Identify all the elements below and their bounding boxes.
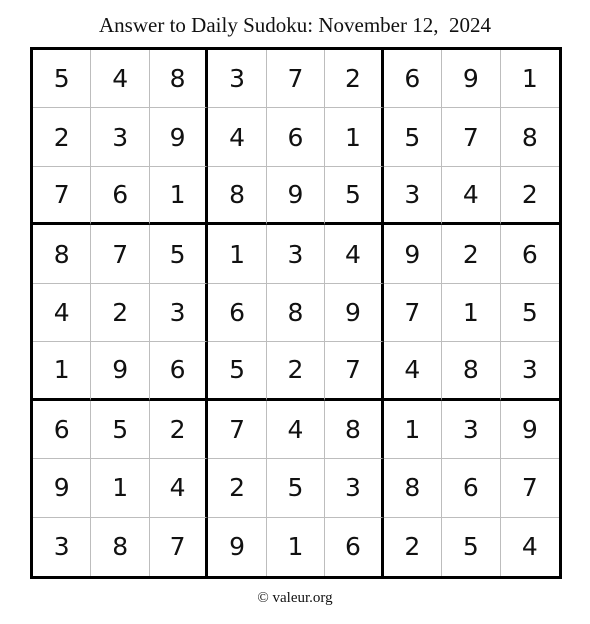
sudoku-cell-r7-c8: 3 [442, 401, 500, 459]
sudoku-cell-r8-c1: 9 [33, 459, 91, 517]
sudoku-cell-r7-c7: 1 [384, 401, 442, 459]
sudoku-cell-r7-c1: 6 [33, 401, 91, 459]
sudoku-cell-r5-c3: 3 [150, 284, 208, 342]
sudoku-cell-r8-c4: 2 [208, 459, 266, 517]
sudoku-cell-r4-c7: 9 [384, 225, 442, 283]
sudoku-cell-r2-c3: 9 [150, 108, 208, 166]
sudoku-cell-r5-c1: 4 [33, 284, 91, 342]
sudoku-cell-r6-c1: 1 [33, 342, 91, 400]
sudoku-board [30, 47, 562, 579]
sudoku-cell-r3-c5: 9 [267, 167, 325, 225]
sudoku-cell-r4-c2: 7 [91, 225, 149, 283]
sudoku-cell-r6-c8: 8 [442, 342, 500, 400]
sudoku-cell-r3-c7: 3 [384, 167, 442, 225]
sudoku-cell-r7-c4: 7 [208, 401, 266, 459]
sudoku-cell-r8-c9: 7 [501, 459, 559, 517]
sudoku-cell-r9-c3: 7 [150, 518, 208, 576]
sudoku-cell-r9-c4: 9 [208, 518, 266, 576]
sudoku-cell-r8-c8: 6 [442, 459, 500, 517]
sudoku-cell-r6-c2: 9 [91, 342, 149, 400]
page-title: Answer to Daily Sudoku: November 12, 2024 [99, 13, 491, 37]
sudoku-cell-r4-c3: 5 [150, 225, 208, 283]
sudoku-cell-r9-c9: 4 [521, 532, 538, 562]
sudoku-cell-r5-c8: 1 [442, 284, 500, 342]
sudoku-cell-r7-c5: 4 [267, 401, 325, 459]
sudoku-cell-r4-c6: 4 [325, 225, 383, 283]
copyright-footer: © valeur.org [257, 590, 333, 606]
sudoku-cell-r5-c6: 9 [325, 284, 383, 342]
sudoku-cell-r8-c5: 5 [267, 459, 325, 517]
sudoku-cell-r2-c4: 4 [208, 108, 266, 166]
sudoku-cell-r2-c2: 3 [91, 108, 149, 166]
sudoku-cell-r1-c2: 4 [91, 50, 149, 108]
sudoku-cell-r5-c7: 7 [384, 284, 442, 342]
sudoku-cell-r3-c8: 4 [442, 167, 500, 225]
sudoku-cell-r2-c8: 7 [442, 108, 500, 166]
sudoku-cell-r5-c4: 6 [208, 284, 266, 342]
sudoku-cell-r9-c1: 3 [33, 518, 91, 576]
sudoku-cell-r5-c2: 2 [91, 284, 149, 342]
sudoku-cell-r4-c8: 2 [442, 225, 500, 283]
sudoku-cell-r1-c5: 7 [267, 50, 325, 108]
sudoku-cell-r3-c4: 8 [208, 167, 266, 225]
sudoku-cell-r7-c6: 8 [325, 401, 383, 459]
sudoku-cell-r3-c6: 5 [325, 167, 383, 225]
sudoku-cell-r2-c9: 8 [501, 108, 559, 166]
sudoku-cell-r5-c9: 5 [501, 284, 559, 342]
sudoku-cell-r1-c4: 3 [208, 50, 266, 108]
sudoku-cell-r1-c3: 8 [150, 50, 208, 108]
sudoku-cell-r1-c6: 2 [325, 50, 383, 108]
sudoku-cell-r6-c3: 6 [150, 342, 208, 400]
sudoku-cell-r6-c4: 5 [208, 342, 266, 400]
sudoku-cell-r6-c7: 4 [384, 342, 442, 400]
sudoku-cell-r4-c9: 6 [501, 225, 559, 283]
sudoku-cell-r9-c6: 6 [325, 518, 383, 576]
sudoku-cell-r3-c2: 6 [91, 167, 149, 225]
sudoku-cell-r9-c7: 2 [384, 518, 442, 576]
sudoku-cell-r4-c4: 1 [208, 225, 266, 283]
sudoku-cell-r6-c5: 2 [267, 342, 325, 400]
sudoku-cell-r1-c8: 9 [442, 50, 500, 108]
sudoku-cell-r1-c9: 1 [501, 50, 559, 108]
sudoku-cell-r1-c1: 5 [33, 50, 91, 108]
sudoku-cell-r5-c5: 8 [267, 284, 325, 342]
sudoku-cell-r9-c8: 5 [442, 518, 500, 576]
sudoku-cell-r6-c6: 7 [325, 342, 383, 400]
sudoku-cell-r3-c9: 2 [501, 167, 559, 225]
sudoku-cell-r8-c2: 1 [91, 459, 149, 517]
sudoku-cell-r7-c3: 2 [150, 401, 208, 459]
sudoku-cell-r2-c1: 2 [33, 108, 91, 166]
sudoku-cell-r2-c5: 6 [267, 108, 325, 166]
sudoku-cell-r4-c1: 8 [33, 225, 91, 283]
sudoku-cell-r8-c7: 8 [384, 459, 442, 517]
sudoku-cell-r2-c7: 5 [384, 108, 442, 166]
sudoku-cell-r2-c6: 1 [325, 108, 383, 166]
sudoku-cell-r9-c5: 1 [267, 518, 325, 576]
sudoku-cell-r6-c9: 3 [501, 342, 559, 400]
sudoku-cell-r8-c3: 4 [150, 459, 208, 517]
sudoku-cell-r7-c2: 5 [91, 401, 149, 459]
sudoku-cell-r4-c5: 3 [267, 225, 325, 283]
sudoku-cell-r7-c9: 9 [501, 401, 559, 459]
sudoku-cell-r9-c2: 8 [91, 518, 149, 576]
sudoku-cell-r3-c3: 1 [150, 167, 208, 225]
sudoku-cell-r8-c6: 3 [325, 459, 383, 517]
sudoku-cell-r3-c1: 7 [33, 167, 91, 225]
sudoku-cell-r1-c7: 6 [384, 50, 442, 108]
